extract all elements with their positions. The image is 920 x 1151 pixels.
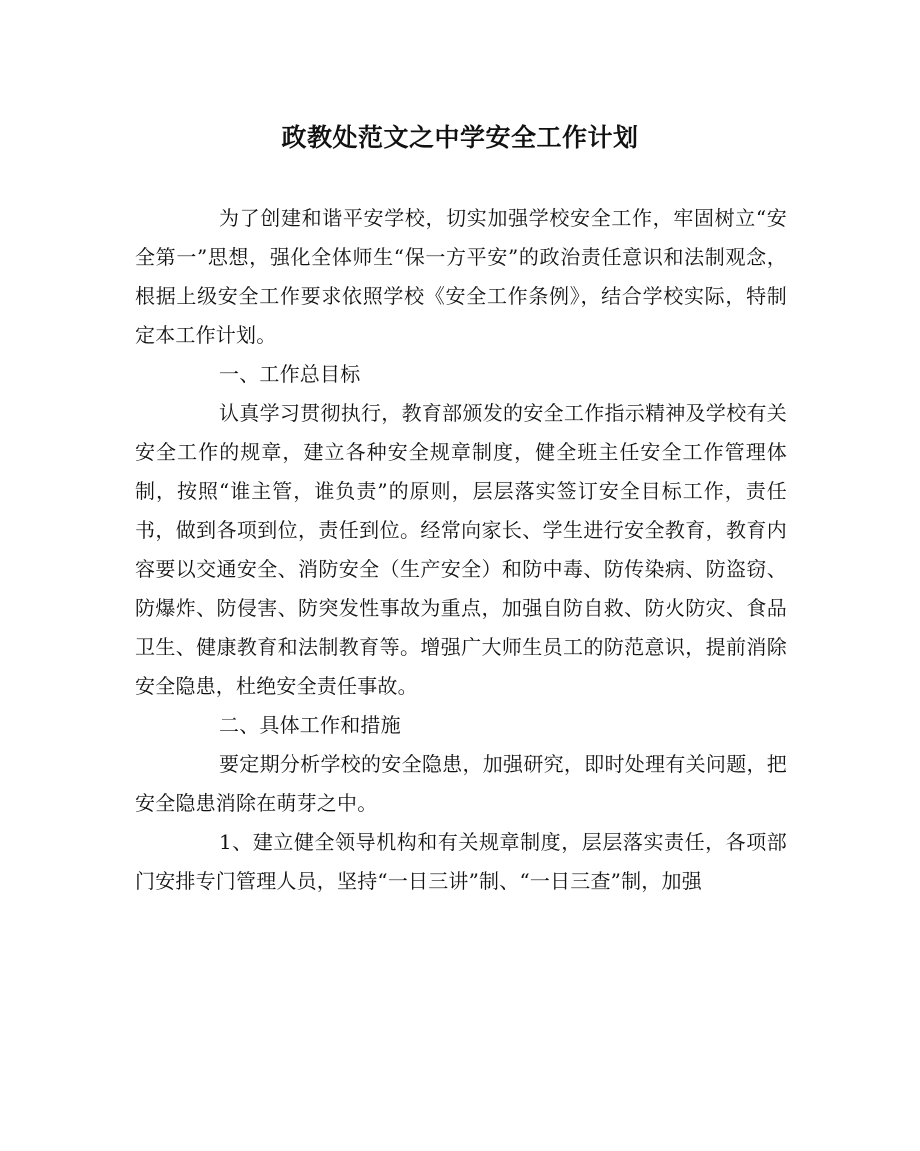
document-title: 政教处范文之中学安全工作计划 <box>281 123 639 152</box>
paragraph-intro: 为了创建和谐平安学校，切实加强学校安全工作，牢固树立“安全第一”思想，强化全体师生“保一方平安”的政治责任意识和法制观念，根据上级安全工作要求依照学校《安全工作条例》，结合学校实际，特制定本工作计划。 <box>135 206 787 347</box>
heading-overall-goal: 一、工作总目标 <box>219 362 361 386</box>
paragraph-item-1: 1、建立健全领导机构和有关规章制度，层层落实责任，各项部门安排专门管理人员，坚持“一日三讲”制、“一日三查”制，加强 <box>135 830 787 893</box>
heading-specific-measures: 二、具体工作和措施 <box>219 713 401 737</box>
paragraph-goal-details: 认真学习贯彻执行，教育部颁发的安全工作指示精神及学校有关安全工作的规章，建立各种安全规章制度，健全班主任安全工作管理体制，按照“谁主管，谁负责”的原则，层层落实签订安全目标工作，责任书，做到各项到位，责任到位。经常向家长、学生进行安全教育，教育内容要以交通安全、消防安全（生产安全）和防中毒、防传染病、防盗窃、防爆炸、防侵害、防突发性事故为重点，加强自防自救、防火防灾、食品卫生、健康教育和法制教育等。增强广大师生员工的防范意识，提前消除安全隐患，杜绝安全责任事故。 <box>135 401 787 698</box>
paragraph-hazard-analysis: 要定期分析学校的安全隐患，加强研究，即时处理有关问题，把安全隐患消除在萌芽之中。 <box>135 752 787 815</box>
document-body <box>135 199 787 901</box>
